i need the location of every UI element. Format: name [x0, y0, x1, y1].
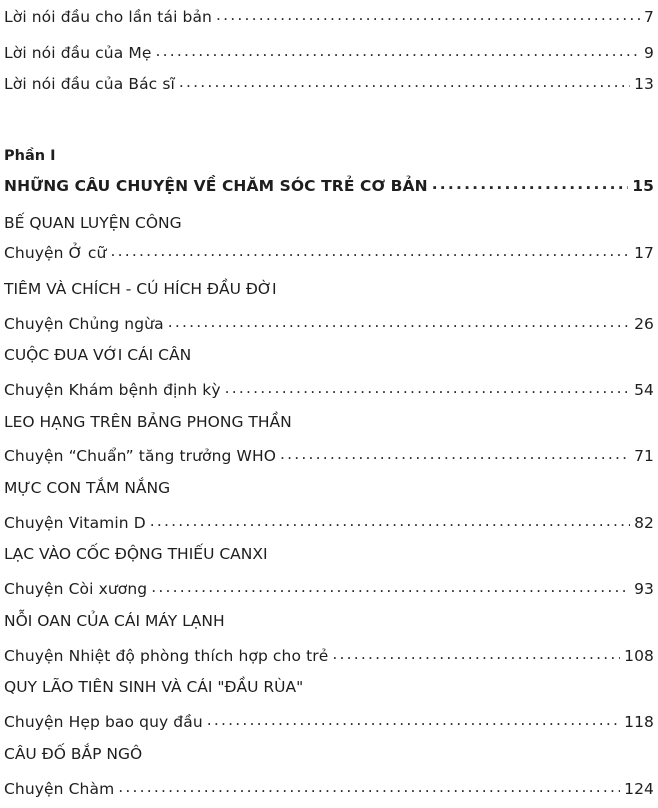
dot-leader: [150, 512, 630, 528]
dot-leader: [225, 379, 630, 395]
part-title: NHỮNG CÂU CHUYỆN VỀ CHĂM SÓC TRẺ CƠ BẢN: [4, 176, 428, 195]
toc-page-number: 108: [624, 646, 654, 665]
toc-entry-section[interactable]: [4, 313, 654, 333]
toc-entry-title: Chuyện Ở cữ: [4, 243, 107, 262]
section-heading: CUỘC ĐUA VỚI CÁI CÂN: [4, 346, 192, 364]
toc-entry-title: Chuyện Vitamin D: [4, 513, 146, 532]
toc-page-number: 15: [632, 176, 654, 195]
toc-page-number: 7: [644, 7, 654, 26]
toc-entry-section[interactable]: [4, 778, 654, 798]
toc-page-number: 54: [634, 380, 654, 399]
toc-page-number: 82: [634, 513, 654, 532]
dot-leader: [207, 711, 620, 727]
section-heading: LEO HẠNG TRÊN BẢNG PHONG THẦN: [4, 413, 292, 431]
dot-leader: [168, 313, 630, 329]
toc-entry-title: Chuyện “Chuẩn” tăng trưởng WHO: [4, 446, 277, 465]
dot-leader: [110, 242, 630, 258]
toc-page-number: 71: [634, 446, 654, 465]
toc-entry-section[interactable]: [4, 242, 654, 262]
toc-entry-title: Lời nói đầu cho lần tái bản: [4, 7, 212, 26]
dot-leader: [151, 578, 630, 594]
toc-entry-section[interactable]: [4, 445, 654, 465]
toc-entry-section[interactable]: [4, 578, 654, 598]
dot-leader: [155, 42, 640, 58]
toc-entry-preface-reprint[interactable]: [4, 6, 654, 26]
dot-leader: [432, 175, 629, 191]
toc-page-number: 26: [634, 314, 654, 333]
toc-entry-title: Chuyện Còi xương: [4, 579, 148, 598]
section-heading: CÂU ĐỐ BẮP NGÔ: [4, 745, 143, 763]
toc-page-number: 17: [634, 243, 654, 262]
section-heading: QUY LÃO TIÊN SINH VÀ CÁI "ĐẦU RÙA": [4, 678, 304, 696]
toc-entry-preface-doctor[interactable]: [4, 73, 654, 93]
toc-entry-section[interactable]: [4, 379, 654, 399]
toc-page-number: 124: [624, 779, 654, 798]
dot-leader: [179, 73, 630, 89]
toc-entry-title: Lời nói đầu của Mẹ: [4, 43, 152, 62]
dot-leader: [332, 645, 620, 661]
toc-entry-preface-mother[interactable]: [4, 42, 654, 62]
toc-page-number: 118: [624, 712, 654, 731]
toc-entry-title: Lời nói đầu của Bác sĩ: [4, 74, 175, 93]
section-heading: NỖI OAN CỦA CÁI MÁY LẠNH: [4, 612, 225, 630]
part-label: Phần I: [4, 148, 56, 164]
toc-entry-title: Chuyện Hẹp bao quy đầu: [4, 712, 203, 731]
toc-entry-section[interactable]: [4, 512, 654, 532]
section-heading: BẾ QUAN LUYỆN CÔNG: [4, 214, 182, 232]
toc-page-number: 13: [634, 74, 654, 93]
toc-entry-section[interactable]: [4, 645, 654, 665]
toc-page-number: 9: [644, 43, 654, 62]
toc-entry-title: Chuyện Khám bệnh định kỳ: [4, 380, 221, 399]
dot-leader: [280, 445, 630, 461]
section-heading: LẠC VÀO CỐC ĐỘNG THIẾU CANXI: [4, 545, 268, 563]
toc-entry-title: Chuyện Chàm: [4, 779, 115, 798]
section-heading: TIÊM VÀ CHÍCH - CÚ HÍCH ĐẦU ĐỜI: [4, 280, 277, 298]
toc-entry-title: Chuyện Chủng ngừa: [4, 314, 164, 333]
section-heading: MỰC CON TẮM NẮNG: [4, 479, 171, 497]
toc-entry-section[interactable]: [4, 711, 654, 731]
toc-entry-title: Chuyện Nhiệt độ phòng thích hợp cho trẻ: [4, 646, 329, 665]
dot-leader: [216, 6, 640, 22]
toc-page-number: 93: [634, 579, 654, 598]
dot-leader: [118, 778, 620, 794]
toc-entry-part-title[interactable]: [4, 175, 654, 195]
